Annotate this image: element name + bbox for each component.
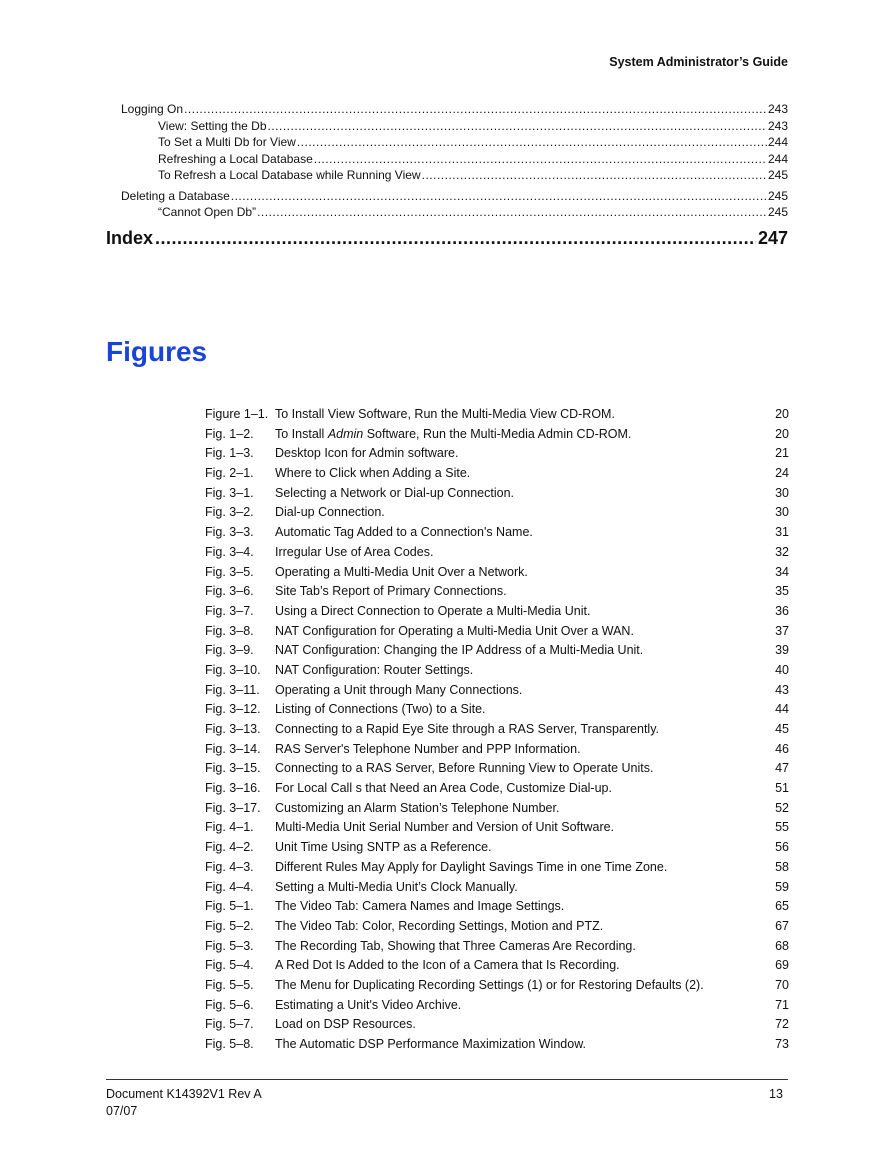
- figure-number: Fig. 3–15.: [205, 761, 261, 776]
- figure-number: Figure 1–1.: [205, 407, 269, 421]
- figure-number: Fig. 5–4.: [205, 958, 254, 973]
- figure-caption: [275, 425, 759, 445]
- page-number: 13: [769, 1087, 783, 1101]
- figure-page: 65: [775, 899, 789, 914]
- figure-page: 20: [775, 426, 789, 441]
- figure-caption: To Install View Software, Run the Multi-Media View CD-ROM.: [275, 407, 615, 421]
- figure-list-item: [205, 1035, 789, 1055]
- figure-caption: Setting a Multi-Media Unit’s Clock Manually.: [275, 879, 518, 894]
- figure-page: 71: [775, 997, 789, 1012]
- toc-entry-title: Deleting a Database: [121, 188, 230, 203]
- toc-entry-title: Refreshing a Local Database: [158, 151, 313, 166]
- figure-page: 46: [775, 741, 789, 756]
- figure-page: 32: [775, 544, 789, 559]
- footer-date: 07/07: [106, 1104, 138, 1118]
- figure-caption: Using a Direct Connection to Operate a Multi-Media Unit.: [275, 603, 591, 618]
- figure-list-item: [205, 897, 789, 917]
- figure-page: 44: [775, 702, 789, 717]
- figure-number: Fig. 3–17.: [205, 800, 261, 815]
- figure-caption: The Automatic DSP Performance Maximization Window.: [275, 1037, 587, 1051]
- figure-number: Fig. 1–2.: [205, 426, 254, 441]
- figure-page: 69: [775, 958, 789, 973]
- figure-caption: Where to Click when Adding a Site.: [275, 466, 471, 481]
- figure-number: Fig. 5–1.: [205, 899, 254, 914]
- figure-caption: The Video Tab: Camera Names and Image Settings.: [275, 899, 565, 914]
- figure-number: Fig. 3–6.: [205, 584, 254, 599]
- toc-entry-title: Logging On: [121, 102, 184, 116]
- figure-caption: Unit Time Using SNTP as a Reference.: [275, 840, 492, 855]
- figure-number: Fig. 5–6.: [205, 997, 254, 1012]
- figure-number: Fig. 2–1.: [205, 466, 254, 481]
- figure-list-item: [205, 700, 789, 720]
- figure-caption: Load on DSP Resources.: [275, 1017, 416, 1032]
- toc-entry-page: 245: [767, 168, 788, 182]
- figure-page: 67: [775, 918, 789, 933]
- figure-page: 31: [775, 525, 789, 540]
- figure-caption: A Red Dot Is Added to the Icon of a Camera that Is Recording.: [275, 958, 620, 973]
- figure-number: Fig. 3–13.: [205, 722, 261, 736]
- figure-caption: NAT Configuration: Changing the IP Address of a Multi-Media Unit.: [275, 643, 644, 658]
- toc-entry-page: 244: [767, 135, 788, 149]
- figure-list-item: [205, 759, 789, 779]
- figure-list-item: [205, 641, 789, 661]
- figure-list-item: [205, 858, 789, 878]
- toc-entry: [121, 134, 788, 151]
- toc-entry-page: 244: [767, 151, 788, 166]
- figure-number: Fig. 4–1.: [205, 820, 254, 835]
- figure-page: 37: [775, 623, 789, 638]
- figure-page: 72: [775, 1017, 789, 1032]
- figure-number: Fig. 3–2.: [205, 505, 254, 520]
- leader-dots: [231, 188, 767, 205]
- figure-list-item: [205, 799, 789, 819]
- toc-entry-page: 243: [767, 118, 788, 133]
- figure-list-item: [205, 818, 789, 838]
- figure-list-item: [205, 878, 789, 898]
- figure-list-item: [205, 779, 789, 799]
- figure-caption: Site Tab’s Report of Primary Connections.: [275, 584, 507, 599]
- figure-list-item: [205, 838, 789, 858]
- figure-number: Fig. 5–5.: [205, 977, 254, 992]
- figure-list-item: [205, 444, 789, 464]
- figure-number: Fig. 3–1.: [205, 485, 254, 500]
- figure-page: 30: [775, 485, 789, 500]
- figure-caption: Different Rules May Apply for Daylight Savings Time in one Time Zone.: [275, 859, 668, 874]
- toc-entry-page: 245: [767, 188, 788, 203]
- figure-page: 59: [775, 879, 789, 894]
- figure-page: 34: [775, 564, 789, 579]
- toc-entry: [121, 151, 788, 168]
- figure-page: 55: [775, 820, 789, 835]
- figure-list-item: [205, 563, 789, 583]
- figure-page: 68: [775, 938, 789, 953]
- figure-caption: The Recording Tab, Showing that Three Cameras Are Recording.: [275, 938, 636, 953]
- figure-list-item: [205, 937, 789, 957]
- figure-list-item: [205, 956, 789, 976]
- figure-list-item: [205, 405, 789, 425]
- figure-page: 30: [775, 505, 789, 520]
- running-header: System Administrator’s Guide: [609, 55, 788, 69]
- figure-page: 52: [775, 800, 789, 815]
- toc-entry: [121, 118, 788, 135]
- toc-entry: [121, 188, 788, 205]
- footer-document-id: Document K14392V1 Rev A: [106, 1087, 262, 1101]
- figure-number: Fig. 4–4.: [205, 879, 254, 894]
- leader-dots: [268, 118, 767, 135]
- figure-page: 56: [775, 840, 789, 855]
- toc-entry-page: 243: [767, 102, 788, 116]
- figure-page: 45: [775, 722, 789, 736]
- toc-entry: [121, 101, 788, 118]
- figure-page: 40: [775, 662, 789, 677]
- figure-caption: Connecting to a RAS Server, Before Running View to Operate Units.: [275, 761, 654, 776]
- figure-caption: NAT Configuration for Operating a Multi-Media Unit Over a WAN.: [275, 623, 634, 638]
- figure-list-item: [205, 622, 789, 642]
- figure-page: 73: [775, 1037, 789, 1051]
- figure-page: 24: [775, 466, 789, 481]
- toc-index-entry: [106, 226, 788, 250]
- figure-page: 43: [775, 682, 789, 697]
- figure-page: 58: [775, 859, 789, 874]
- figure-caption: Multi-Media Unit Serial Number and Version of Unit Software.: [275, 820, 615, 835]
- figure-page: 35: [775, 584, 789, 599]
- toc-entry-page: 245: [767, 205, 788, 219]
- figure-caption: The Video Tab: Color, Recording Settings, Motion and PTZ.: [275, 918, 604, 933]
- figure-page: 21: [775, 446, 789, 461]
- figure-list-item: [205, 484, 789, 504]
- figure-list-item: [205, 720, 789, 740]
- figure-list-item: [205, 543, 789, 563]
- figure-number: Fig. 1–3.: [205, 446, 254, 461]
- figure-number: Fig. 3–3.: [205, 525, 254, 540]
- figure-list-item: [205, 1015, 789, 1035]
- figure-list-item: [205, 503, 789, 523]
- figure-list-item: [205, 917, 789, 937]
- figure-page: 20: [775, 407, 789, 421]
- figure-number: Fig. 3–12.: [205, 702, 261, 717]
- figure-number: Fig. 5–3.: [205, 938, 254, 953]
- figure-caption: Connecting to a Rapid Eye Site through a RAS Server, Transparently.: [275, 722, 660, 736]
- figure-number: Fig. 3–8.: [205, 623, 254, 638]
- toc-continuation: [121, 101, 788, 221]
- figure-number: Fig. 4–3.: [205, 859, 254, 874]
- figure-list-item: [205, 661, 789, 681]
- toc-entry: [121, 167, 788, 184]
- toc-entry-title: To Refresh a Local Database while Running View: [158, 168, 421, 182]
- toc-entry: [121, 204, 788, 221]
- figure-list-item: [205, 582, 789, 602]
- figures-heading: Figures: [106, 336, 208, 367]
- index-page: 247: [757, 228, 788, 248]
- figure-page: 39: [775, 643, 789, 658]
- leader-dots: [257, 204, 767, 221]
- figure-list-item: [205, 681, 789, 701]
- figure-page: 47: [775, 761, 789, 776]
- figure-number: Fig. 3–14.: [205, 741, 261, 756]
- caption-text: To Install: [275, 426, 328, 441]
- figure-list-item: [205, 464, 789, 484]
- figure-number: Fig. 3–16.: [205, 781, 261, 796]
- figure-list-item: [205, 996, 789, 1016]
- figure-caption: For Local Call s that Need an Area Code, Customize Dial-up.: [275, 781, 612, 796]
- figure-page: 51: [775, 781, 789, 796]
- caption-text: Software, Run the Multi-Media Admin CD-ROM.: [363, 426, 632, 441]
- figure-caption: NAT Configuration: Router Settings.: [275, 662, 474, 677]
- figure-caption: Operating a Multi-Media Unit Over a Network.: [275, 564, 528, 579]
- toc-entry-title: “Cannot Open Db”: [158, 205, 257, 219]
- figure-caption: Automatic Tag Added to a Connection's Name.: [275, 525, 533, 540]
- figure-caption: Dial-up Connection.: [275, 505, 385, 520]
- figure-list-item: [205, 976, 789, 996]
- leader-dots: [297, 134, 767, 151]
- leader-dots: [184, 101, 767, 118]
- figure-caption: Operating a Unit through Many Connections.: [275, 682, 523, 697]
- leader-dots: [314, 151, 767, 168]
- figure-number: Fig. 3–7.: [205, 603, 254, 618]
- caption-emphasis: Admin: [327, 426, 364, 441]
- figure-list-item: [205, 523, 789, 543]
- leader-dots: [155, 226, 756, 250]
- figure-list-item: [205, 740, 789, 760]
- toc-entry-title: To Set a Multi Db for View: [158, 135, 296, 149]
- figure-caption: Customizing an Alarm Station’s Telephone Number.: [275, 800, 560, 815]
- footer-divider: [106, 1079, 788, 1080]
- figure-number: Fig. 4–2.: [205, 840, 254, 855]
- figure-list-item: [205, 425, 789, 445]
- figures-list: [205, 405, 789, 1055]
- figure-number: Fig. 3–5.: [205, 564, 254, 579]
- figure-page: 70: [775, 977, 789, 992]
- leader-dots: [422, 167, 767, 184]
- figure-number: Fig. 3–10.: [205, 662, 261, 677]
- figure-number: Fig. 5–7.: [205, 1017, 254, 1032]
- figure-number: Fig. 5–8.: [205, 1037, 254, 1051]
- index-title: Index: [106, 228, 154, 248]
- figure-number: Fig. 3–4.: [205, 544, 254, 559]
- toc-entry-title: View: Setting the Db: [158, 118, 267, 133]
- figure-caption: The Menu for Duplicating Recording Settings (1) or for Restoring Defaults (2).: [275, 977, 704, 992]
- figure-number: Fig. 3–11.: [205, 682, 260, 697]
- figure-caption: RAS Server's Telephone Number and PPP Information.: [275, 741, 581, 756]
- figure-number: Fig. 5–2.: [205, 918, 254, 933]
- figure-caption: Estimating a Unit's Video Archive.: [275, 997, 462, 1012]
- figure-caption: Desktop Icon for Admin software.: [275, 446, 459, 461]
- figure-caption: Listing of Connections (Two) to a Site.: [275, 702, 486, 717]
- figure-page: 36: [775, 603, 789, 618]
- figure-caption: Irregular Use of Area Codes.: [275, 544, 434, 559]
- figure-number: Fig. 3–9.: [205, 643, 254, 658]
- figure-list-item: [205, 602, 789, 622]
- figure-caption: Selecting a Network or Dial-up Connection.: [275, 485, 515, 500]
